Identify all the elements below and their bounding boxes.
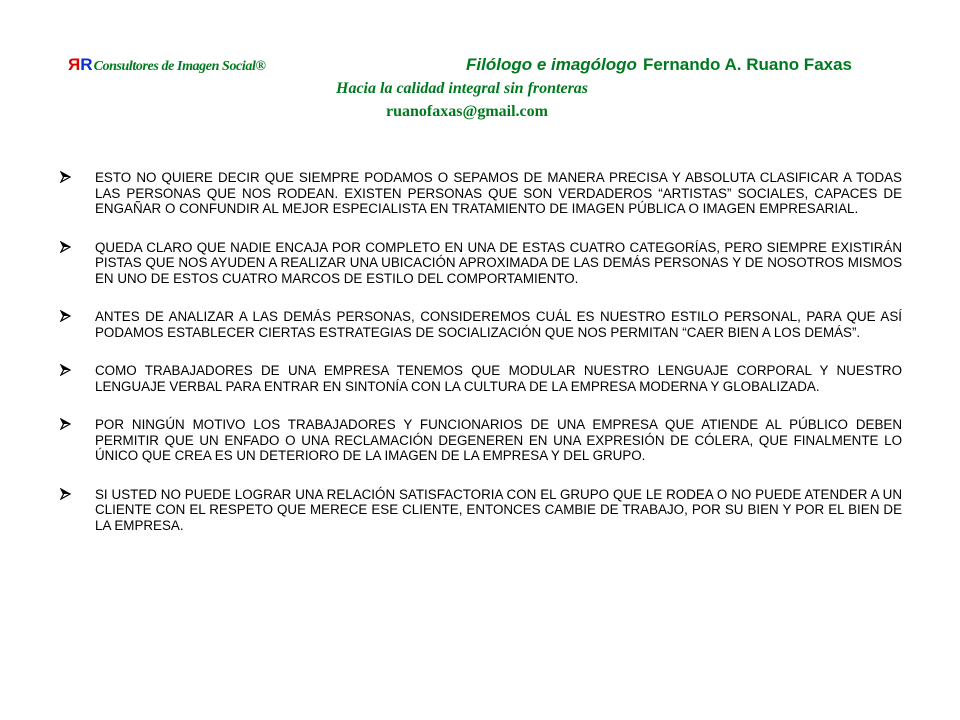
arrowhead-bullet-icon	[60, 488, 71, 500]
bullet-item	[60, 417, 902, 464]
bullet-item	[60, 170, 902, 217]
author-line	[466, 55, 852, 75]
bullet-item	[60, 487, 902, 534]
bullet-text: ESTO NO QUIERE DECIR QUE SIEMPRE PODAMOS O SEPAMOS DE MANERA PRECISA Y ABSOLUTA CLASIFICAR A TODAS LAS PERSONAS QUE NOS RODEAN. EXISTEN PERSONAS QUE SON VERDADEROS “ARTISTAS” SOCIALES, CAPACES DE ENGAÑAR O CONFUNDIR AL MEJOR ESPECIALISTA EN TRATAMIENTO DE IMAGEN PÚBLICA O IMAGEN EMPRESARIAL.	[95, 170, 902, 216]
bullet-item	[60, 309, 902, 340]
arrowhead-bullet-icon	[60, 310, 71, 322]
logo-mark-left-letter: R	[68, 55, 81, 74]
bullet-text: POR NINGÚN MOTIVO LOS TRABAJADORES Y FUNCIONARIOS DE UNA EMPRESA QUE ATIENDE AL PÚBLICO DEBEN PERMITIR QUE UN ENFADO O UNA RECLAMACIÓN DEGENEREN EN UNA EXPRESIÓN DE CÓLERA, QUE FINALMENTE LO ÚNICO QUE CREA ES UN DETERIORO DE LA IMAGEN DE LA EMPRESA Y DEL GRUPO.	[95, 417, 902, 463]
arrowhead-bullet-icon	[60, 418, 71, 430]
bullet-text: COMO TRABAJADORES DE UNA EMPRESA TENEMOS QUE MODULAR NUESTRO LENGUAJE CORPORAL Y NUESTRO LENGUAJE VERBAL PARA ENTRAR EN SINTONÍA CON LA CULTURA DE LA EMPRESA MODERNA Y GLOBALIZADA.	[95, 363, 902, 394]
rr-logo-mark	[68, 55, 93, 75]
bullet-text: ANTES DE ANALIZAR A LAS DEMÁS PERSONAS, CONSIDEREMOS CUÁL ES NUESTRO ESTILO PERSONAL, PARA QUE ASÍ PODAMOS ESTABLECER CIERTAS ESTRATEGIAS DE SOCIALIZACIÓN QUE NOS PERMITAN “CAER BIEN A LOS DEMÁS”.	[95, 309, 902, 340]
logo-mark-right-letter: R	[80, 55, 93, 74]
author-role: Filólogo e imagólogo	[466, 55, 637, 74]
author-name: Fernando A. Ruano Faxas	[642, 55, 853, 74]
company-name: Consultores de Imagen Social®	[93, 59, 266, 74]
slide-header	[0, 0, 960, 130]
contact-email: ruanofaxas@gmail.com	[386, 103, 548, 120]
bullet-item	[60, 363, 902, 394]
tagline: Hacia la calidad integral sin fronteras	[336, 80, 589, 97]
company-logo	[68, 55, 266, 75]
bullet-text: QUEDA CLARO QUE NADIE ENCAJA POR COMPLETO EN UNA DE ESTAS CUATRO CATEGORÍAS, PERO SIEMPRE EXISTIRÁN PISTAS QUE NOS AYUDEN A REALIZAR UNA UBICACIÓN APROXIMADA DE LAS DEMÁS PERSONAS Y DE NOSOTROS MISMOS EN UNO DE ESTOS CUATRO MARCOS DE ESTILO DEL COMPORTAMIENTO.	[95, 239, 902, 286]
bullet-item	[60, 240, 902, 287]
arrowhead-bullet-icon	[60, 364, 71, 376]
arrowhead-bullet-icon	[60, 171, 71, 183]
arrowhead-bullet-icon	[60, 241, 71, 253]
bullet-list	[60, 170, 902, 556]
bullet-text: SI USTED NO PUEDE LOGRAR UNA RELACIÓN SATISFACTORIA CON EL GRUPO QUE LE RODEA O NO PUEDE ATENDER A UN CLIENTE CON EL RESPETO QUE MERECE ESE CLIENTE, ENTONCES CAMBIE DE TRABAJO, POR SU BIEN Y POR EL BIEN DE LA EMPRESA.	[95, 486, 902, 533]
